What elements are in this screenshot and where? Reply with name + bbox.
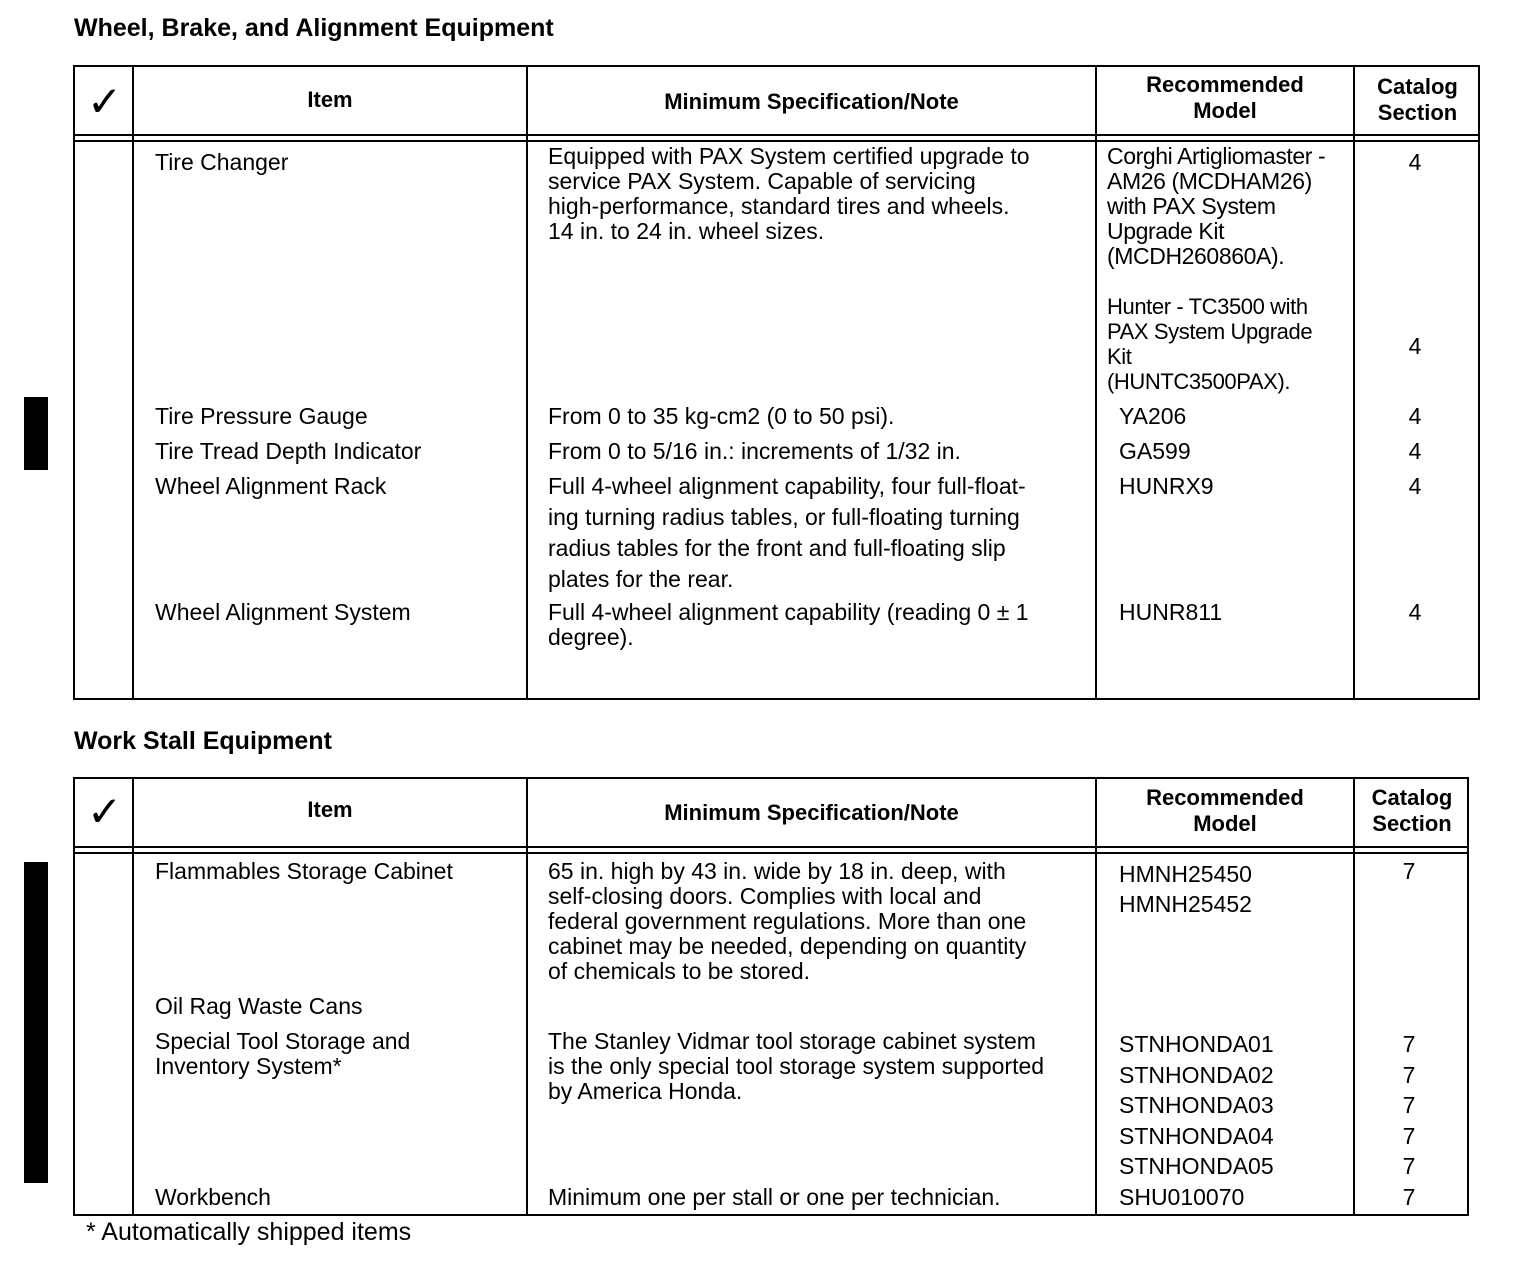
checkmark-icon: ✓ — [87, 787, 123, 836]
cell-item: Special Tool Storage and Inventory System* — [155, 1028, 411, 1079]
revision-bar — [24, 397, 48, 470]
cell-catalog: 4 — [1408, 149, 1422, 175]
column-divider — [1095, 67, 1097, 698]
cell-catalog: 4 — [1408, 438, 1422, 464]
column-divider — [526, 779, 528, 1214]
cell-model: HUNRX9 — [1119, 473, 1214, 499]
cell-item: Tire Changer — [155, 149, 289, 175]
cell-item: Tire Tread Depth Indicator — [155, 438, 422, 464]
column-divider — [132, 67, 134, 698]
cell-item: Workbench — [155, 1184, 271, 1210]
header-catalog: Catalog Section — [1377, 74, 1458, 125]
table-wheel-brake — [73, 65, 1480, 700]
header-catalog: Catalog Section — [1371, 785, 1453, 836]
cell-item: Flammables Storage Cabinet — [155, 858, 453, 884]
cell-model: STNHONDA01 STNHONDA02 STNHONDA03 STNHONDA04 STNHONDA05 — [1119, 1031, 1274, 1179]
table-work-stall — [73, 777, 1469, 1216]
cell-spec: Full 4-wheel alignment capability (reading 0 ± 1 degree). — [548, 599, 1029, 650]
cell-item: Wheel Alignment System — [155, 599, 411, 625]
revision-bar — [24, 862, 48, 1183]
header-model: Recommended Model — [1146, 785, 1304, 836]
section-title-work-stall: Work Stall Equipment — [74, 727, 332, 755]
cell-catalog: 7 — [1402, 858, 1416, 884]
cell-catalog: 4 — [1408, 473, 1422, 499]
cell-catalog: 7 — [1402, 1184, 1416, 1210]
header-model: Recommended Model — [1146, 72, 1304, 123]
cell-spec: 65 in. high by 43 in. wide by 18 in. deep, with self-closing doors. Complies with local and federal government regulations. More than one cabinet may be needed, depending on quantity of chemicals to be stored. — [548, 858, 1027, 984]
cell-item: Wheel Alignment Rack — [155, 473, 387, 499]
header-spec: Minimum Specification/Note — [664, 89, 959, 114]
cell-model: Corghi Artigliomaster - AM26 (MCDHAM26) with PAX System Upgrade Kit (MCDH260860A). — [1107, 143, 1326, 269]
header-item: Item — [307, 87, 353, 112]
cell-catalog: 7 7 7 7 7 — [1402, 1031, 1416, 1179]
column-divider — [1353, 67, 1355, 698]
cell-spec: The Stanley Vidmar tool storage cabinet system is the only special tool storage system supported by America Honda. — [548, 1028, 1045, 1104]
column-divider — [132, 779, 134, 1214]
column-divider — [1353, 779, 1355, 1214]
checkmark-icon: ✓ — [87, 77, 123, 126]
cell-model: YA206 — [1119, 403, 1187, 429]
cell-model: HMNH25450 HMNH25452 — [1119, 861, 1252, 917]
header-rule — [75, 852, 1467, 854]
header-spec: Minimum Specification/Note — [664, 800, 959, 825]
column-divider — [1095, 779, 1097, 1214]
column-divider — [526, 67, 528, 698]
header-rule — [75, 140, 1478, 142]
header-rule — [75, 846, 1467, 848]
cell-spec: From 0 to 35 kg-cm2 (0 to 50 psi). — [548, 403, 895, 429]
cell-spec: Equipped with PAX System certified upgrade to service PAX System. Capable of servicing high-performance, standard tires and wheels. 14 in. to 24 in. wheel sizes. — [548, 143, 1030, 244]
cell-spec: From 0 to 5/16 in.: increments of 1/32 in. — [548, 438, 961, 464]
cell-catalog: 4 — [1408, 333, 1422, 359]
cell-model: HUNR811 — [1119, 599, 1223, 625]
cell-item: Oil Rag Waste Cans — [155, 993, 363, 1019]
cell-model: SHU010070 — [1119, 1184, 1245, 1210]
cell-model: GA599 — [1119, 438, 1191, 464]
cell-model: Hunter - TC3500 with PAX System Upgrade Kit (HUNTC3500PAX). — [1107, 294, 1313, 394]
footnote: * Automatically shipped items — [86, 1218, 412, 1246]
header-item: Item — [307, 797, 353, 822]
header-rule — [75, 134, 1478, 136]
cell-catalog: 4 — [1408, 599, 1422, 625]
cell-item: Tire Pressure Gauge — [155, 403, 368, 429]
cell-spec: Full 4-wheel alignment capability, four full-float- ing turning radius tables, or full-floating turning radius tables for the front and full-floating slip plates for the rear. — [548, 473, 1026, 592]
section-title-wheel-brake: Wheel, Brake, and Alignment Equipment — [74, 14, 554, 42]
cell-spec: Minimum one per stall or one per technician. — [548, 1184, 1001, 1210]
cell-catalog: 4 — [1408, 403, 1422, 429]
